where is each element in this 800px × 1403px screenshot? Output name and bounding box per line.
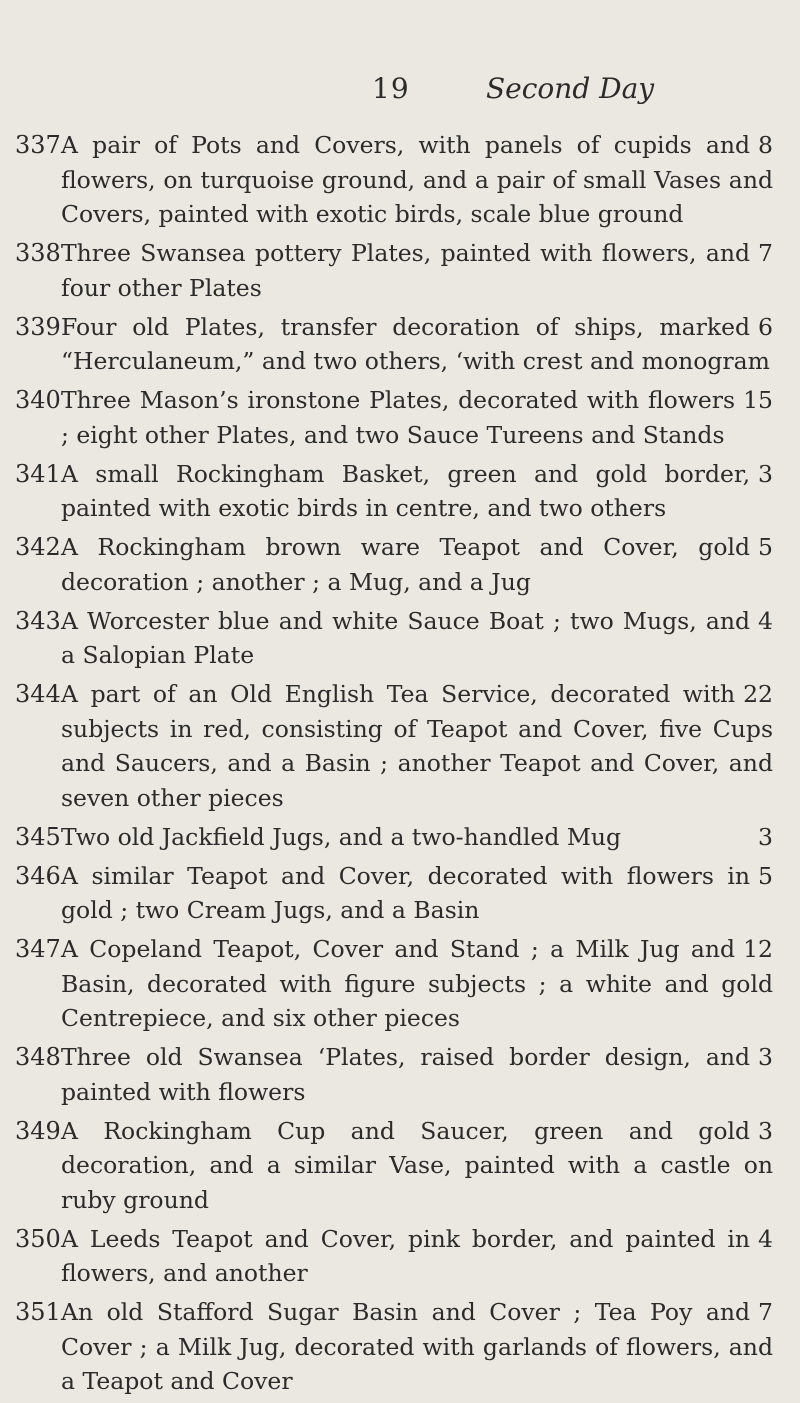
lot-number: 344 <box>15 680 61 708</box>
lot-quantity: 5 <box>758 533 773 561</box>
page-number: 19 <box>372 72 410 105</box>
lot-number: 345 <box>15 822 61 851</box>
lot-entry <box>61 1114 773 1218</box>
lot-quantity: 5 <box>758 861 773 890</box>
lot-description: A Leeds Teapot and Cover, pink border, and painted in flowers, and another <box>61 1224 751 1287</box>
lot-item <box>0 1295 800 1399</box>
lot-entry <box>61 310 773 379</box>
lot-quantity: 3 <box>758 822 773 851</box>
lot-entry <box>61 1295 773 1399</box>
lot-number: 346 <box>15 861 61 890</box>
lot-quantity: 7 <box>758 1298 773 1326</box>
lot-description: Three old Swansea ‘Plates, raised border design, and painted with flowers <box>61 1043 751 1106</box>
lot-quantity: 15 <box>743 386 773 414</box>
lot-number: 342 <box>15 533 61 561</box>
lot-item <box>0 859 800 928</box>
lot-item <box>0 383 800 452</box>
lot-description: A pair of Pots and Covers, with panels of cupids and flowers, on turquoise ground, and a pair of small Vases and Covers, painted with exotic birds, scale blue ground <box>61 131 773 228</box>
section-title: Second Day <box>486 72 655 105</box>
lot-description: A part of an Old English Tea Service, decorated with subjects in red, consisting of Teapot and Cover, five Cups and Saucers, and a Basin ; another Teapot and Cover, and seven other pieces <box>61 680 773 812</box>
lot-description: An old Stafford Sugar Basin and Cover ; Tea Poy and Cover ; a Milk Jug, decorated with garlands of flowers, and a Teapot and Cover <box>61 1298 773 1395</box>
lot-number: 348 <box>15 1043 61 1071</box>
lot-item <box>0 530 800 599</box>
lot-quantity: 7 <box>758 239 773 267</box>
lot-description: Two old Jackfield Jugs, and a two-handled Mug <box>61 822 622 851</box>
lot-number: 349 <box>15 1116 61 1145</box>
lot-description: A Rockingham Cup and Saucer, green and gold decoration, and a similar Vase, painted with a castle on ruby ground <box>61 1116 773 1214</box>
lot-item <box>0 1222 800 1291</box>
lot-item <box>0 457 800 526</box>
lot-number: 347 <box>15 935 61 963</box>
lot-item <box>0 236 800 305</box>
lot-description: Three Mason’s ironstone Plates, decorated with flowers ; eight other Plates, and two Sauce Tureens and Stands <box>61 386 736 449</box>
lot-description: Three Swansea pottery Plates, painted with flowers, and four other Plates <box>61 239 751 302</box>
lot-description: A Copeland Teapot, Cover and Stand ; a Milk Jug and Basin, decorated with figure subjects ; a white and gold Centrepiece, and six other pieces <box>61 935 773 1032</box>
lot-item <box>0 677 800 815</box>
lot-item <box>0 932 800 1036</box>
lot-number: 340 <box>15 386 61 414</box>
lot-number: 339 <box>15 312 61 341</box>
lot-entry <box>61 530 773 599</box>
lot-item <box>0 310 800 379</box>
lot-entry <box>61 457 773 526</box>
lot-entry <box>61 383 773 452</box>
lot-number: 343 <box>15 606 61 635</box>
lot-entry <box>61 677 773 815</box>
lot-quantity: 3 <box>758 459 773 488</box>
lot-description: Four old Plates, transfer decoration of ships, marked “Herculaneum,” and two others, ‘with crest and monogram <box>61 312 770 375</box>
lot-quantity: 8 <box>758 131 773 159</box>
lot-description: A similar Teapot and Cover, decorated with flowers in gold ; two Cream Jugs, and a Basin <box>61 861 751 924</box>
lot-number: 338 <box>15 239 61 267</box>
lot-quantity: 4 <box>758 1224 773 1253</box>
lot-item <box>0 1040 800 1109</box>
lot-item <box>0 604 800 673</box>
lot-number: 341 <box>15 459 61 488</box>
lot-item <box>0 820 800 855</box>
lot-item <box>0 128 800 232</box>
lot-entry <box>61 604 773 673</box>
lot-number: 351 <box>15 1298 61 1326</box>
lot-quantity: 3 <box>758 1116 773 1145</box>
lot-entry <box>61 932 773 1036</box>
lot-entry <box>61 820 773 855</box>
lot-description: A small Rockingham Basket, green and gold border, painted with exotic birds in centre, and two others <box>61 459 751 522</box>
lot-quantity: 3 <box>758 1043 773 1071</box>
lot-item <box>0 1114 800 1218</box>
page-header <box>0 72 800 112</box>
lot-description: A Rockingham brown ware Teapot and Cover, gold decoration ; another ; a Mug, and a Jug <box>61 533 751 596</box>
lot-number: 350 <box>15 1224 61 1253</box>
lot-quantity: 4 <box>758 606 773 635</box>
lot-quantity: 22 <box>743 680 773 708</box>
lot-list <box>0 128 800 1403</box>
lot-entry <box>61 1222 773 1291</box>
lot-number: 337 <box>15 131 61 159</box>
lot-quantity: 6 <box>758 312 773 341</box>
lot-entry <box>61 128 773 232</box>
lot-quantity: 12 <box>743 935 773 963</box>
lot-entry <box>61 859 773 928</box>
lot-description: A Worcester blue and white Sauce Boat ; two Mugs, and a Salopian Plate <box>61 606 751 669</box>
lot-entry <box>61 236 773 305</box>
lot-entry <box>61 1040 773 1109</box>
